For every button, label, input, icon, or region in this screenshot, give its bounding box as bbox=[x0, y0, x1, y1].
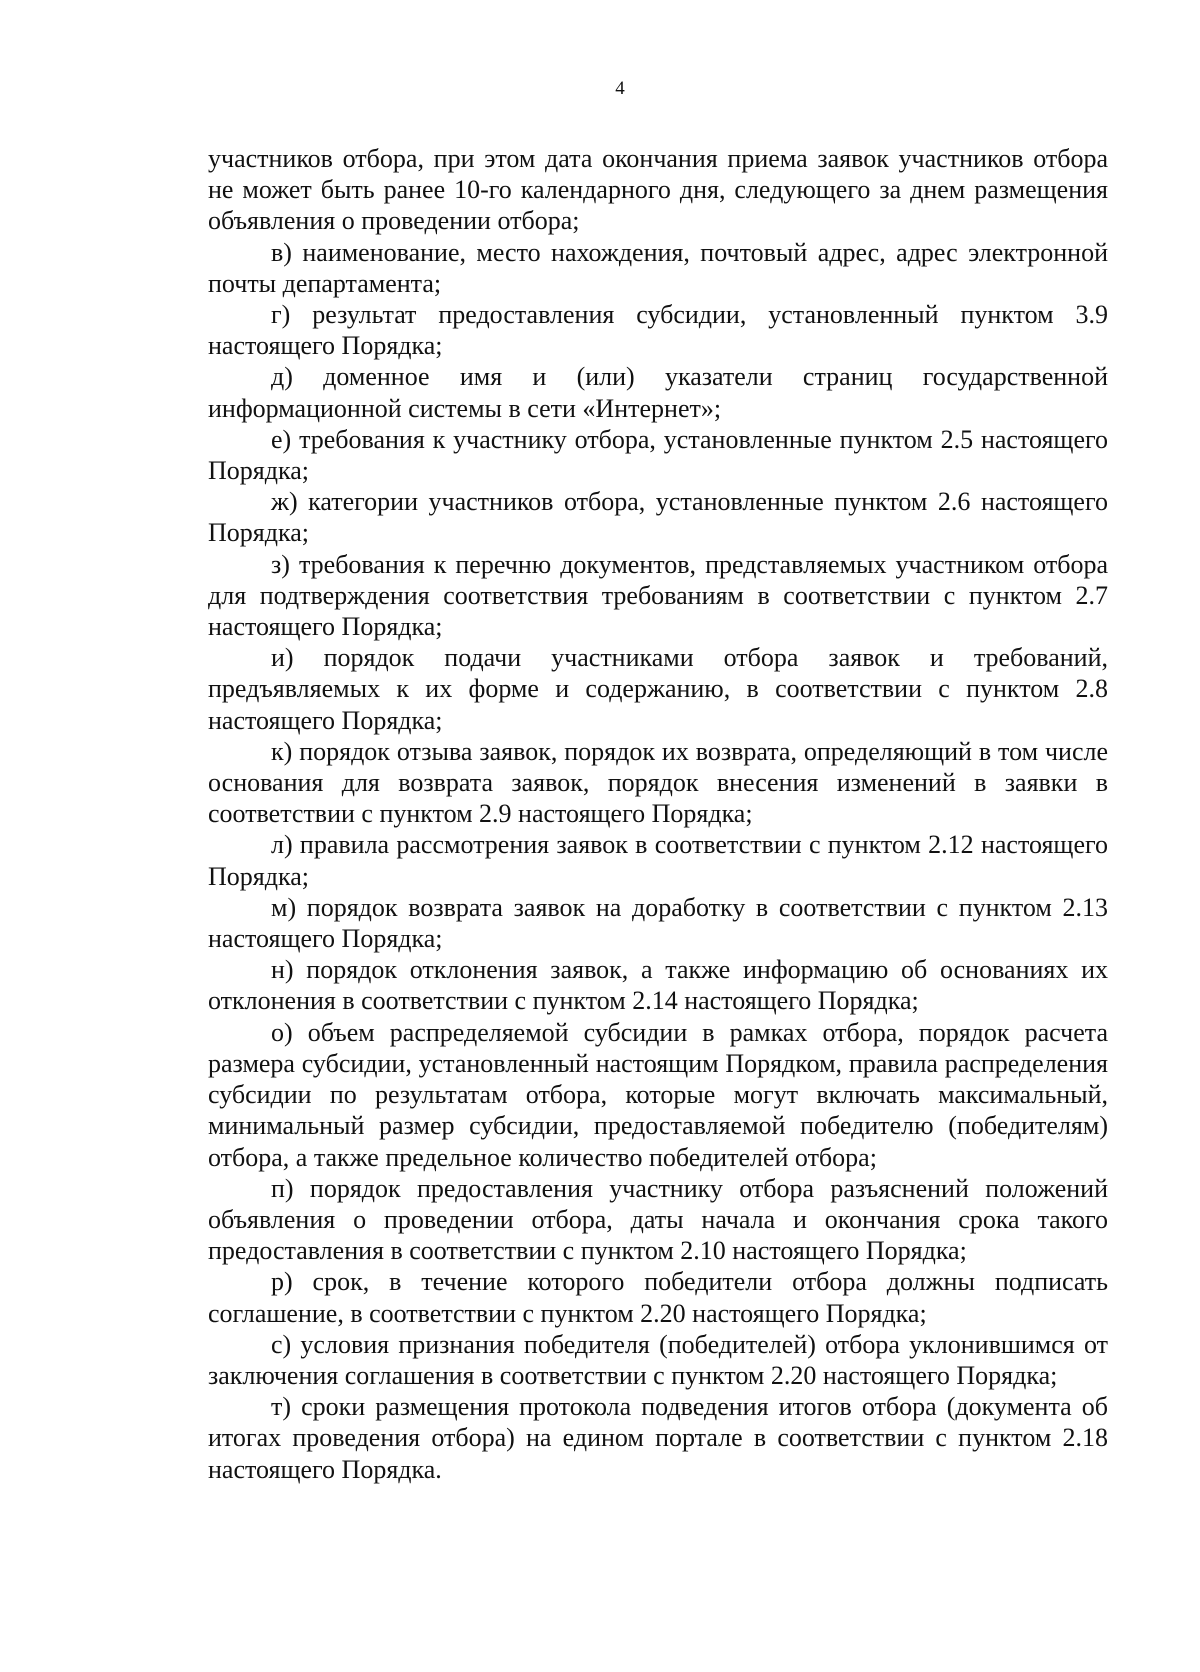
list-item-n: н) порядок отклонения заявок, а также информацию об основаниях их отклонения в соответствии с пунктом 2.14 настоящего Порядка; bbox=[208, 955, 1108, 1016]
list-item-p: п) порядок предоставления участнику отбора разъяснений положений объявления о проведении отбора, даты начала и окончания срока такого предоставления в соответствии с пунктом 2.10 настоящего Порядка; bbox=[208, 1173, 1108, 1266]
list-item-m: м) порядок возврата заявок на доработку в соответствии с пунктом 2.13 настоящего Порядка; bbox=[208, 892, 1108, 954]
paragraph-continuation: участников отбора, при этом дата окончания приема заявок участников отбора не может быть ранее 10-го календарного дня, следующего за днем размещения объявления о проведении отбора; bbox=[208, 144, 1108, 236]
list-item-d: д) доменное имя и (или) указатели страниц государственной информационной системы в сети «Интернет»; bbox=[208, 362, 1108, 423]
page-number: 4 bbox=[615, 78, 625, 99]
list-item-s: с) условия признания победителя (победителей) отбора уклонившимся от заключения соглашения в соответствии с пунктом 2.20 настоящего Порядка; bbox=[208, 1329, 1108, 1390]
list-item-v: в) наименование, место нахождения, почтовый адрес, адрес электронной почты департамента; bbox=[208, 237, 1108, 298]
list-item-o: о) объем распределяемой субсидии в рамках отбора, порядок расчета размера субсидии, установленный настоящим Порядком, правила распределения субсидии по результатам отбора, которые могут включать максимальный, минимальный размер субсидии, предоставляемой победителю (победителям) отбора, а также предельное количество победителей отбора; bbox=[208, 1017, 1108, 1172]
document-body bbox=[208, 143, 1108, 1485]
list-item-t: т) сроки размещения протокола подведения итогов отбора (документа об итогах проведения отбора) на едином портале в соответствии с пунктом 2.18 настоящего Порядка. bbox=[208, 1392, 1108, 1484]
list-item-k: к) порядок отзыва заявок, порядок их возврата, определяющий в том числе основания для возврата заявок, порядок внесения изменений в заявки в соответствии с пунктом 2.9 настоящего Порядка; bbox=[208, 736, 1108, 829]
list-item-r: р) срок, в течение которого победители отбора должны подписать соглашение, в соответствии с пунктом 2.20 настоящего Порядка; bbox=[208, 1267, 1108, 1328]
list-item-i: и) порядок подачи участниками отбора заявок и требований, предъявляемых к их форме и содержанию, в соответствии с пунктом 2.8 настоящего Порядка; bbox=[208, 643, 1108, 735]
list-item-e: е) требования к участнику отбора, установленные пунктом 2.5 настоящего Порядка; bbox=[208, 424, 1108, 486]
list-item-zh: ж) категории участников отбора, установленные пунктом 2.6 настоящего Порядка; bbox=[208, 487, 1108, 548]
list-item-l: л) правила рассмотрения заявок в соответствии с пунктом 2.12 настоящего Порядка; bbox=[208, 830, 1108, 891]
list-item-g: г) результат предоставления субсидии, установленный пунктом 3.9 настоящего Порядка; bbox=[208, 300, 1108, 361]
list-item-z: з) требования к перечню документов, представляемых участником отбора для подтверждения соответствия требованиям в соответствии с пунктом 2.7 настоящего Порядка; bbox=[208, 549, 1108, 642]
